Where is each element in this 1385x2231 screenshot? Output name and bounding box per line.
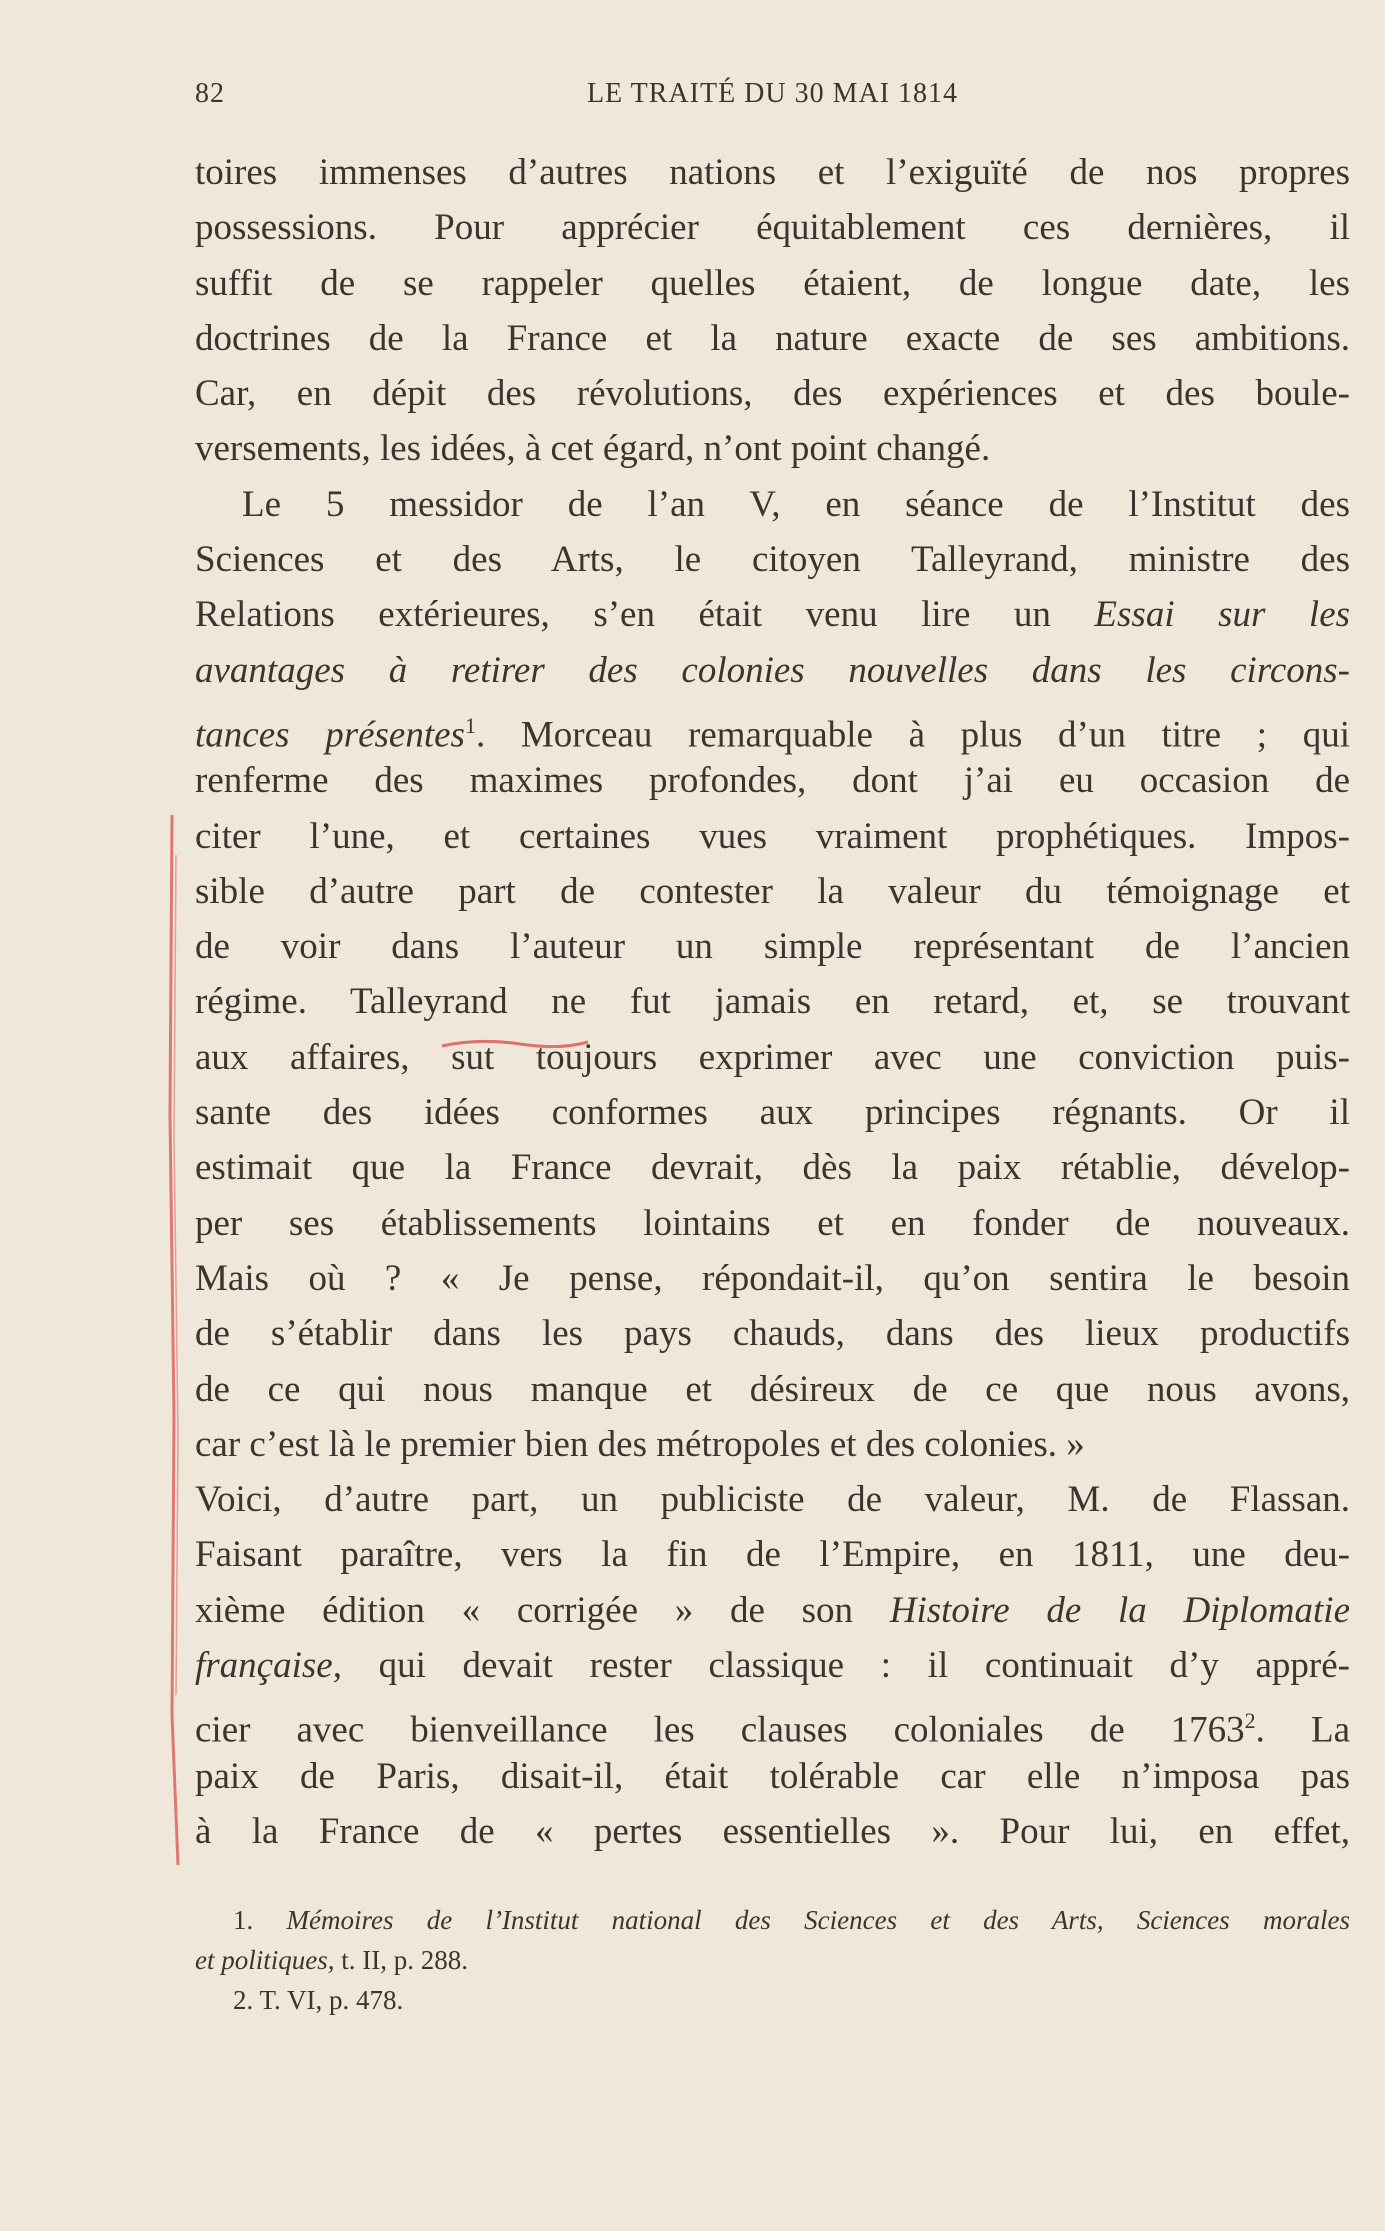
footnote-text: t. II, p. 288. (334, 1945, 468, 1975)
text-line: possessions. Pour apprécier équitablement ces dernières, il (195, 207, 1350, 249)
footnote-text: et politiques, (195, 1945, 335, 1975)
page-number: 82 (195, 78, 225, 109)
footnote-1-cont (195, 1940, 1350, 1980)
running-title: LE TRAITÉ DU 30 MAI 1814 (586, 78, 959, 109)
text-line (195, 1583, 1350, 1638)
text-segment: qui devait rester classique : il continuait d’y appré- (341, 1645, 1350, 1687)
essai-title: Essai sur les (1094, 594, 1351, 636)
text-line (195, 1638, 1350, 1693)
text-segment: xième édition « corrigée » de son (195, 1589, 854, 1631)
text-line: sante des idées conformes aux principes régnants. Or il (195, 1092, 1350, 1134)
footnote-number: 2. (233, 1985, 254, 2015)
text-line: aux affaires, sut toujours exprimer avec une conviction puis- (195, 1036, 1350, 1078)
footnote-1 (195, 1900, 1350, 1940)
text-line: toires immenses d’autres nations et l’exiguïté de nos propres (195, 152, 1350, 193)
text-line: Sciences et des Arts, le citoyen Talleyrand, ministre des (195, 539, 1350, 581)
text-line: Faisant paraître, vers la fin de l’Empire, en 1811, une deu- (195, 1534, 1350, 1576)
text-line (195, 587, 1350, 642)
footnotes (195, 1900, 1350, 2020)
text-line (195, 643, 1350, 698)
text-line: de s’établir dans les pays chauds, dans des lieux productifs (195, 1313, 1350, 1355)
text-line (195, 1693, 1350, 1751)
footnote-ref-1[interactable]: 1 (464, 712, 476, 738)
text-line: estimait que la France devrait, dès la paix rétablie, dévelop- (195, 1147, 1350, 1189)
footnote-number: 1. (233, 1905, 254, 1935)
text-line: paix de Paris, disait-il, était tolérable car elle n’imposa pas (195, 1755, 1350, 1797)
histoire-title-end: française, (195, 1645, 342, 1687)
text-segment: . La (1255, 1709, 1350, 1751)
text-line: per ses établissements lointains et en fonder de nouveaux. (195, 1202, 1350, 1244)
text-line: renferme des maximes profondes, dont j’ai eu occasion de (195, 760, 1350, 802)
essai-title-cont: avantages à retirer des colonies nouvelles dans les circons- (195, 649, 1350, 691)
essai-title-end: tances présentes (195, 714, 465, 756)
text-line: doctrines de la France et la nature exacte de ses ambitions. (195, 317, 1350, 359)
footnote-text: Mémoires de l’Institut national des Sciences et des Arts, Sciences morales (286, 1905, 1350, 1935)
text-line: car c’est là le premier bien des métropoles et des colonies. » (195, 1423, 1085, 1465)
text-line: Car, en dépit des révolutions, des expériences et des boule- (195, 373, 1350, 415)
text-segment: . Morceau remarquable à plus d’un titre ; qui (475, 714, 1350, 756)
text-line: de ce qui nous manque et désireux de ce que nous avons, (195, 1368, 1350, 1410)
text-segment: cier avec bienveillance les clauses coloniales de 1763 (195, 1709, 1245, 1751)
text-line: sible d’autre part de contester la valeur du témoignage et (195, 870, 1350, 912)
text-line: Mais où ? « Je pense, répondait-il, qu’on sentira le besoin (195, 1257, 1350, 1299)
text-line: à la France de « pertes essentielles ». Pour lui, en effet, (195, 1810, 1350, 1852)
red-margin-line (160, 815, 190, 1865)
text-line: suffit de se rappeler quelles étaient, de longue date, les (195, 262, 1350, 304)
histoire-title: Histoire de la Diplomatie (889, 1589, 1351, 1631)
text-line: versements, les idées, à cet égard, n’ont point changé. (195, 428, 991, 470)
text-segment: Relations extérieures, s’en était venu lire un (195, 594, 1051, 636)
text-line: Le 5 messidor de l’an V, en séance de l’Institut des (242, 483, 1350, 525)
text-line: Voici, d’autre part, un publiciste de valeur, M. de Flassan. (195, 1479, 1350, 1521)
text-line: de voir dans l’auteur un simple représentant de l’ancien (195, 926, 1350, 968)
text-line: citer l’une, et certaines vues vraiment prophétiques. Impos- (195, 815, 1350, 857)
body-text (195, 145, 1350, 1859)
text-line (195, 698, 1350, 756)
footnote-ref-2[interactable]: 2 (1244, 1708, 1256, 1734)
footnote-2 (195, 1980, 1350, 2020)
red-strike-mark (440, 1036, 590, 1056)
footnote-text: T. VI, p. 478. (259, 1985, 404, 2015)
page-header (195, 78, 1350, 118)
text-line: régime. Talleyrand ne fut jamais en retard, et, se trouvant (195, 981, 1350, 1023)
